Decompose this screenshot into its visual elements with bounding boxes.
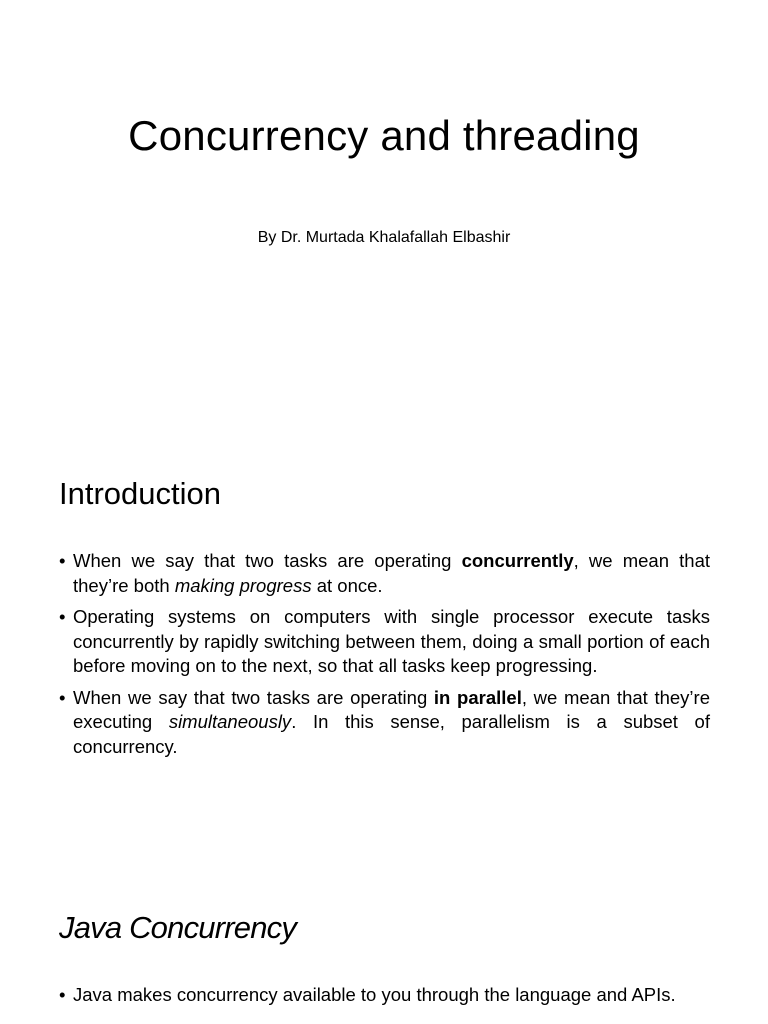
slide-heading: Java Concurrency xyxy=(59,910,297,945)
bullet-text: , we mean that they’re both xyxy=(73,550,710,596)
title-slide xyxy=(0,0,768,440)
deck-title: Concurrency and threading xyxy=(128,112,640,159)
bullet-icon: • xyxy=(59,606,66,627)
bullet-list xyxy=(59,983,710,1015)
bullet-text: Java makes concurrency available to you through the language and APIs. xyxy=(73,984,676,1005)
bullet-emphasis: simultaneously xyxy=(168,711,292,732)
bullet-text: . In this sense, parallelism is a subset of concurrency. xyxy=(73,711,710,757)
java-concurrency-slide xyxy=(0,870,768,1024)
bullet-list xyxy=(59,549,710,766)
bullet-emphasis: in parallel xyxy=(433,686,522,708)
bullet-icon: • xyxy=(59,550,66,571)
bullet-item xyxy=(59,983,710,1008)
bullet-item xyxy=(59,549,710,598)
bullet-text: Operating systems on computers with single processor execute tasks concurrently by rapidly switching between them, doing a small portion of each before moving on to the next, so that all tasks keep progressing. xyxy=(73,606,710,676)
bullet-emphasis: making progress xyxy=(174,574,312,596)
bullet-item xyxy=(59,686,710,760)
bullet-text: When we say that two tasks are operating xyxy=(73,686,434,708)
bullet-emphasis: concurrently xyxy=(461,550,574,571)
bullet-icon: • xyxy=(59,686,66,708)
bullet-text: When we say that two tasks are operating xyxy=(73,550,462,571)
bullet-text: at once. xyxy=(311,574,383,596)
bullet-text: , we mean that they’re executing xyxy=(73,686,710,732)
bullet-icon: • xyxy=(59,984,66,1005)
introduction-slide xyxy=(0,440,768,870)
bullet-item xyxy=(59,605,710,679)
deck-author: By Dr. Murtada Khalafallah Elbashir xyxy=(257,229,511,246)
slide-heading: Introduction xyxy=(59,476,221,511)
